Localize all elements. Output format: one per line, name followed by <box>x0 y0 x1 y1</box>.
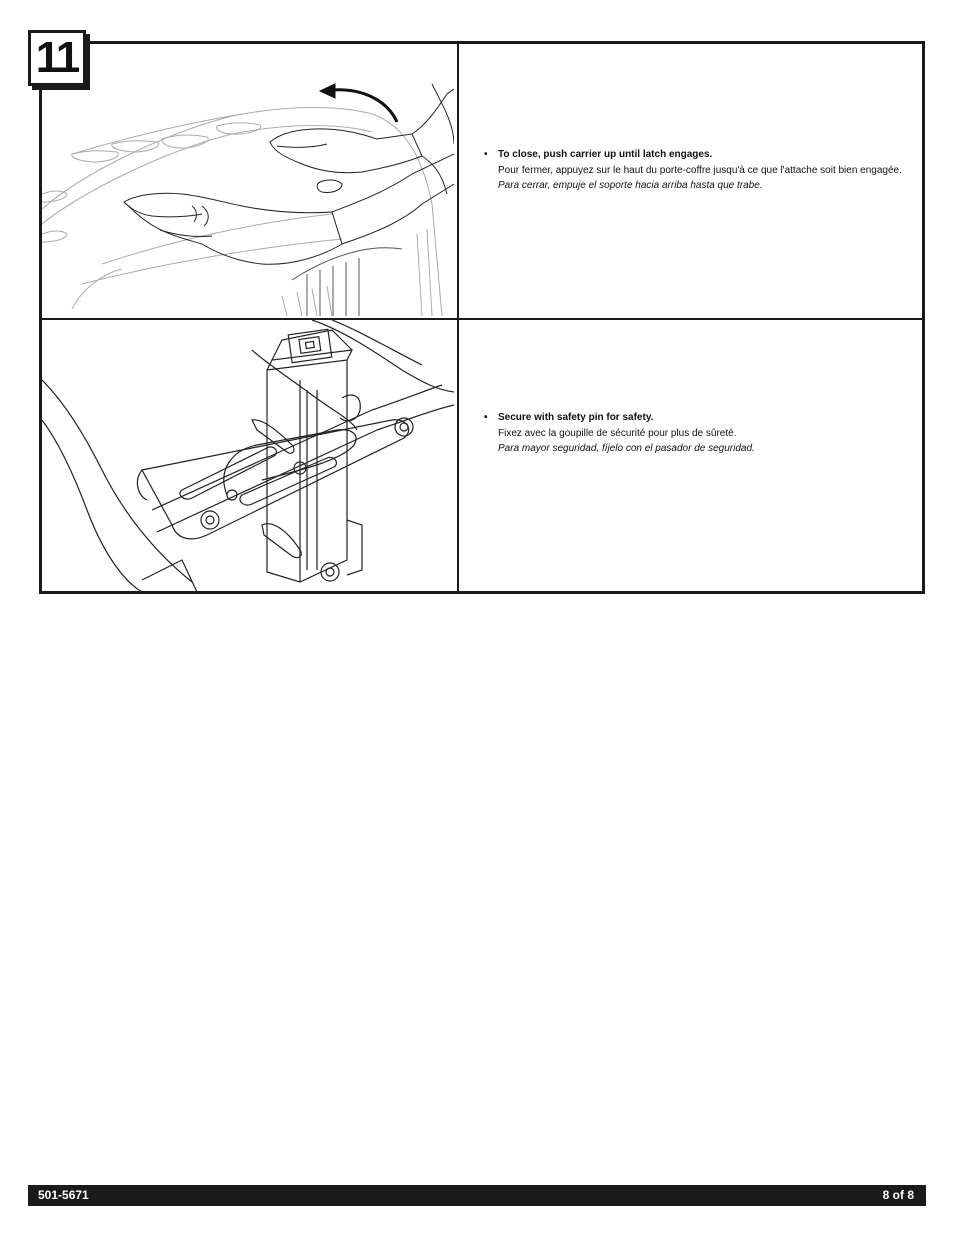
push-carrier-illustration <box>42 44 454 316</box>
instruction-safety-pin <box>484 410 914 457</box>
instruction-french: Fixez avec la goupille de sécurité pour plus de sûreté. <box>498 427 737 439</box>
part-number: 501-5671 <box>38 1188 89 1202</box>
instruction-english: Secure with safety pin for safety. <box>498 412 654 423</box>
instruction-close-carrier <box>484 147 914 194</box>
instruction-spanish: Para mayor seguridad, fíjelo con el pasador de seguridad. <box>498 443 755 454</box>
step-number: 11 <box>28 30 86 86</box>
page-number: 8 of 8 <box>882 1188 914 1202</box>
instruction-french: Pour fermer, appuyez sur le haut du porte-coffre jusqu'à ce que l'attache soit bien engagée. <box>498 164 902 176</box>
instruction-spanish: Para cerrar, empuje el soporte hacia arriba hasta que trabe. <box>498 180 763 191</box>
safety-pin-illustration <box>42 320 454 592</box>
instruction-english: To close, push carrier up until latch engages. <box>498 149 713 160</box>
bullet: • <box>484 412 488 423</box>
bullet: • <box>484 149 488 160</box>
footer-bar <box>28 1185 926 1206</box>
